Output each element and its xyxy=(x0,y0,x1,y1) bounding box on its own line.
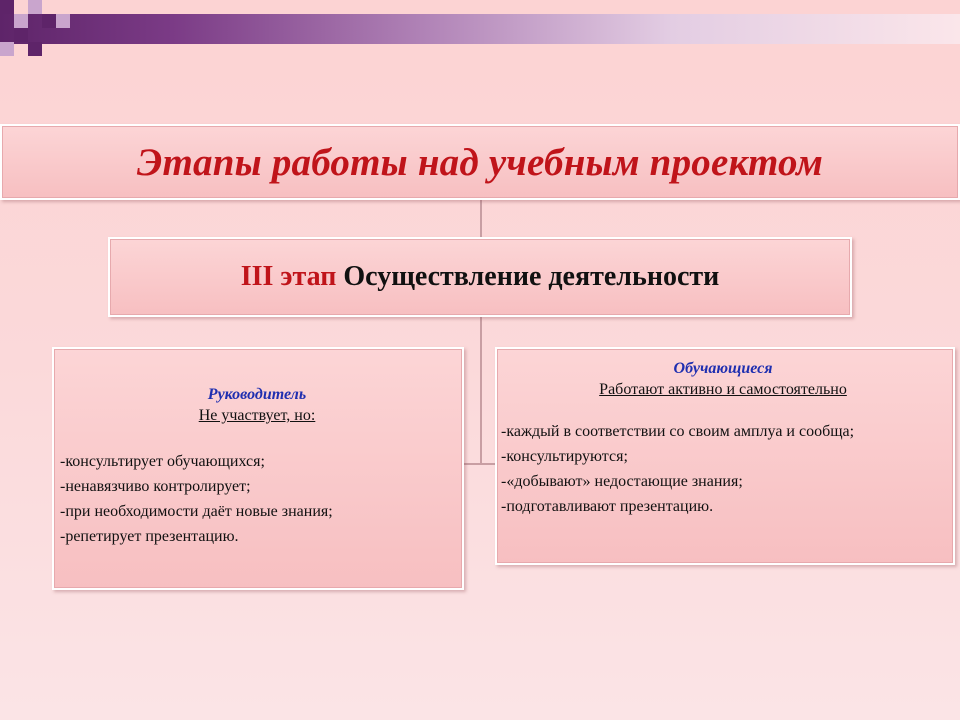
decor-square xyxy=(28,0,42,14)
connector-line xyxy=(480,200,482,237)
decor-square xyxy=(14,14,28,28)
title-box xyxy=(0,124,960,200)
header-stripe xyxy=(0,14,960,44)
students-list xyxy=(501,419,945,519)
connector-line xyxy=(480,317,482,465)
stage-number: III этап xyxy=(240,261,337,292)
supervisor-subtitle: Не участвует, но: xyxy=(198,407,316,424)
stage-box xyxy=(108,237,852,317)
supervisor-list xyxy=(60,449,454,549)
stage-name: Осуществление деятельности xyxy=(343,261,720,292)
decor-square xyxy=(42,14,56,28)
stage-heading xyxy=(241,261,720,293)
decor-square xyxy=(56,14,70,28)
diagram-title: Этапы работы над учебным проектом xyxy=(136,140,824,184)
students-subtitle: Работают активно и самостоятельно xyxy=(599,381,847,398)
list-item: -«добывают» недостающие знания; xyxy=(501,473,743,490)
list-item: -репетирует презентацию. xyxy=(60,528,239,545)
list-item: -при необходимости даёт новые знания; xyxy=(60,503,333,520)
supervisor-box xyxy=(52,347,464,590)
connector-line xyxy=(464,463,495,465)
list-item: -каждый в соответствии со своим амплуа и сообща; xyxy=(501,423,855,440)
list-item: -консультируются; xyxy=(501,448,628,465)
decor-square xyxy=(14,28,28,42)
decor-square xyxy=(0,42,14,56)
decor-square xyxy=(28,42,42,56)
list-item: -ненавязчиво контролирует; xyxy=(60,478,251,495)
list-item: -консультирует обучающихся; xyxy=(60,453,265,470)
students-box xyxy=(495,347,955,565)
list-item: -подготавливают презентацию. xyxy=(501,498,714,515)
students-role: Обучающиеся xyxy=(673,360,773,377)
supervisor-role: Руководитель xyxy=(207,386,307,403)
decor-square xyxy=(0,0,14,14)
